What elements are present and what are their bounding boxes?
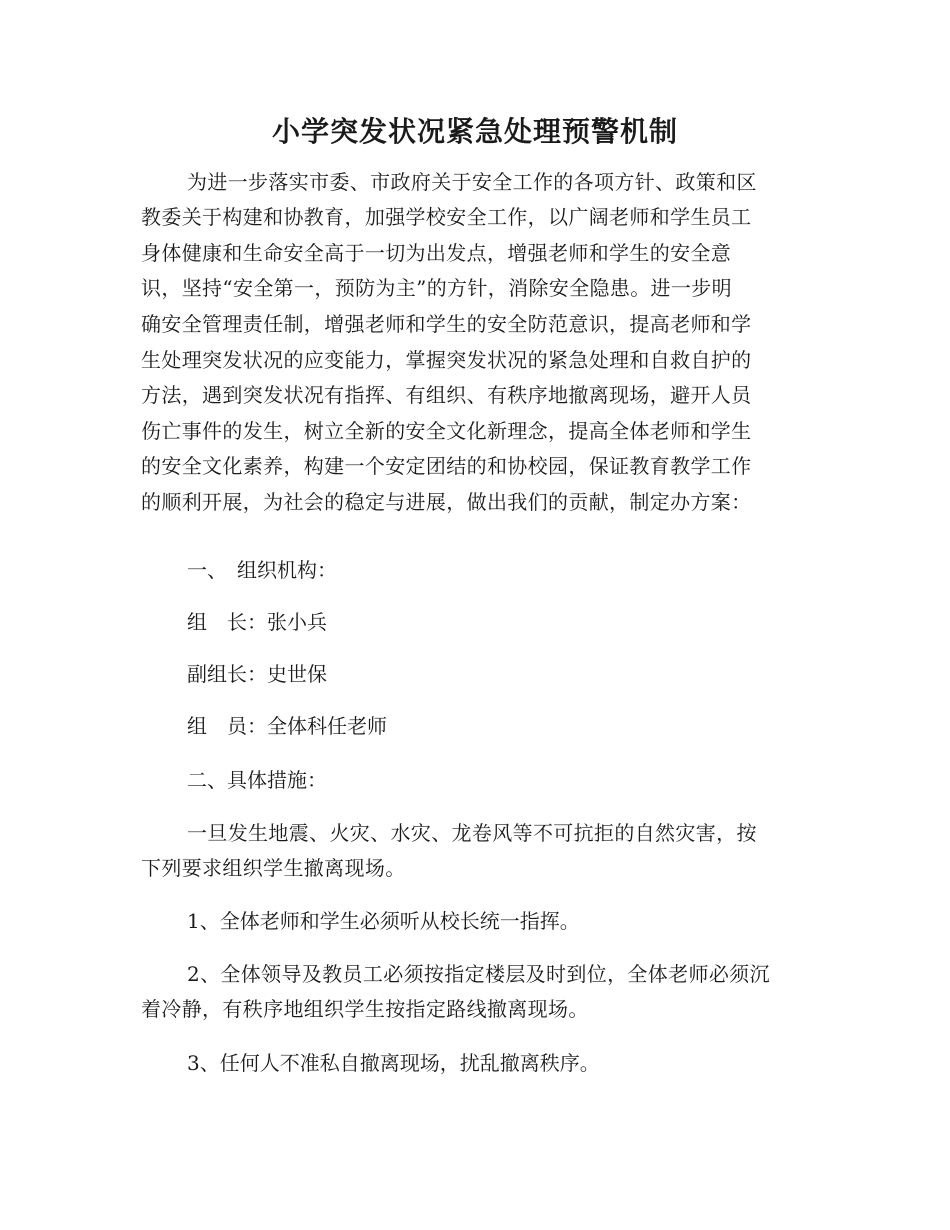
intro-paragraph-line: 的安全文化素养，构建一个安定团结的和协校园，保证教育教学工作 — [141, 454, 752, 478]
section-heading-measures: 二、具体措施： — [187, 768, 327, 792]
intro-paragraph-line: 的顺利开展，为社会的稳定与进展，做出我们的贡献，制定办方案： — [141, 490, 752, 514]
intro-paragraph-line: 教委关于构建和协教育，加强学校安全工作，以广阔老师和学生员工 — [141, 205, 752, 229]
measure-item-1: 1、全体老师和学生必须听从校长统一指挥。 — [187, 909, 580, 933]
deputy-leader-line: 副组长：史世保 — [187, 662, 327, 686]
leader-line: 组 长：张小兵 — [187, 610, 327, 634]
intro-paragraph-line: 为进一步落实市委、市政府关于安全工作的各项方针、政策和区 — [187, 170, 757, 194]
intro-paragraph-line: 方法，遇到突发状况有指挥、有组织、有秩序地撤离现场，避开人员 — [141, 383, 752, 407]
measure-item-2-line: 着冷静，有秩序地组织学生按指定路线撤离现场。 — [141, 997, 589, 1021]
measure-item-2-line: 2、全体领导及教员工必须按指定楼层及时到位，全体老师必须沉 — [187, 962, 770, 986]
intro-paragraph-line: 身体健康和生命安全高于一切为出发点，增强老师和学生的安全意 — [141, 241, 732, 265]
members-line: 组 员：全体科任老师 — [187, 714, 387, 738]
measures-intro-line: 一旦发生地震、火灾、水灾、龙卷风等不可抗拒的自然灾害，按 — [187, 821, 757, 845]
intro-paragraph-line: 生处理突发状况的应变能力，掌握突发状况的紧急处理和自救自护的 — [141, 348, 752, 372]
document-title: 小学突发状况紧急处理预警机制 — [271, 115, 678, 148]
intro-paragraph-line: 确安全管理责任制，增强老师和学生的安全防范意识，提高老师和学 — [141, 312, 752, 336]
intro-paragraph-line: 识，坚持“安全第一，预防为主”的方针，消除安全隐患。进一步明 — [141, 276, 732, 300]
measures-intro-line: 下列要求组织学生撤离现场。 — [141, 856, 406, 880]
intro-paragraph-line: 伤亡事件的发生，树立全新的安全文化新理念，提高全体老师和学生 — [141, 419, 752, 443]
section-heading-organization: 一、 组织机构： — [187, 558, 337, 582]
measure-item-3: 3、任何人不准私自撤离现场，扰乱撤离秩序。 — [187, 1051, 600, 1075]
